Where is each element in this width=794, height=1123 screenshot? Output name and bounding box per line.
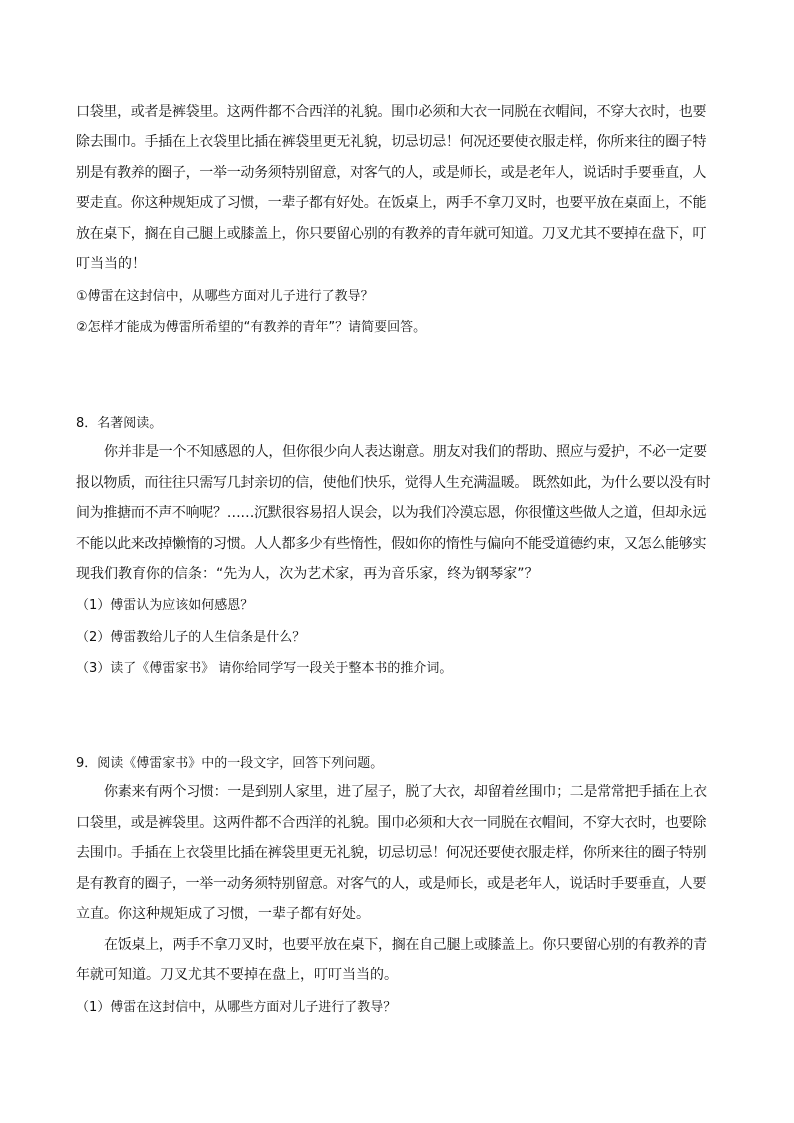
passage-line: 口袋里，或者是裤袋里。这两件都不合西洋的礼貌。围巾必须和大衣一同脱在衣帽间，不穿大衣时，也要	[76, 104, 707, 120]
passage-line: 要走直。你这种规矩成了习惯，一辈子都有好处。在饭桌上，两手不拿刀叉时，也要平放在桌面上，不能	[76, 195, 707, 211]
passage-line: 现我们教育你的信条：“先为人，次为艺术家，再为音乐家，终为钢琴家”？	[76, 566, 539, 582]
passage-line: 不能以此来改掉懒惰的习惯。人人都多少有些惰性，假如你的惰性与偏向不能受道德约束，又怎么能够实	[76, 536, 707, 552]
passage-line: 你并非是一个不知感恩的人，但你很少向人表达谢意。朋友对我们的帮助、照应与爱护，不必一定要	[104, 444, 707, 460]
passage-line: 别是有教养的圈子，一举一动务须特别留意，对客气的人，或是师长，或是老年人，说话时手要垂直，人	[76, 165, 707, 181]
passage-line: 除去围巾。手插在上衣袋里比插在裤袋里更无礼貌，切忌切忌！何况还要使衣服走样，你所来往的圈子特	[76, 134, 707, 150]
question-item: （2）傅雷教给儿子的人生信条是什么？	[76, 630, 306, 645]
passage-line: 去围巾。手插在上衣袋里比插在裤袋里更无礼貌，切忌切忌！何况还要使衣服走样，你所来往的圈子特别	[76, 845, 707, 861]
passage-line: 口袋里，或是裤袋里。这两件都不合西洋的礼貌。围巾必须和大衣一同脱在衣帽间，不穿大衣时，也要除	[76, 815, 707, 831]
question-item: （1）傅雷认为应该如何感恩？	[76, 598, 254, 613]
passage-line: 在饭桌上，两手不拿刀叉时，也要平放在桌下，搁在自己腿上或膝盖上。你只要留心别的有教养的青	[104, 937, 707, 953]
passage-line: 叮当当的！	[76, 256, 146, 272]
question-heading: 8．名著阅读。	[76, 416, 163, 431]
passage-line: 报以物质，而往往只需写几封亲切的信，使他们快乐，觉得人生充满温暖。 既然如此，为什么要以没有时	[76, 475, 711, 491]
passage-line: 放在桌下，搁在自己腿上或膝盖上，你只要留心别的有教养的青年就可知道。刀叉尤其不要掉在盘下，叮	[76, 226, 707, 242]
passage-line: 你素来有两个习惯：一是到别人家里，进了屋子，脱了大衣，却留着丝围巾；二是常常把手插在上衣	[104, 784, 707, 800]
question-item: ①傅雷在这封信中，从哪些方面对儿子进行了教导？	[76, 289, 374, 304]
passage-line: 间为推搪而不声不响呢？……沉默很容易招人误会，以为我们冷漠忘恩，你很懂这些做人之道，但却永远	[76, 505, 707, 521]
question-item: ②怎样才能成为傅雷所希望的“有教养的青年”？请简要回答。	[76, 320, 427, 335]
passage-line: 是有教育的圈子，一举一动务须特别留意。对客气的人，或是师长，或是老年人，说话时手要垂直，人要	[76, 876, 707, 892]
passage-line: 年就可知道。刀叉尤其不要掉在盘上，叮叮当当的。	[76, 967, 398, 983]
passage-line: 立直。你这种规矩成了习惯，一辈子都有好处。	[76, 906, 370, 922]
question-heading: 9．阅读《傅雷家书》中的一段文字，回答下列问题。	[76, 756, 384, 771]
question-item: （1）傅雷在这封信中，从哪些方面对儿子进行了教导？	[76, 1000, 397, 1015]
question-item: （3）读了《傅雷家书》 请你给同学写一段关于整本书的推介词。	[76, 661, 453, 676]
